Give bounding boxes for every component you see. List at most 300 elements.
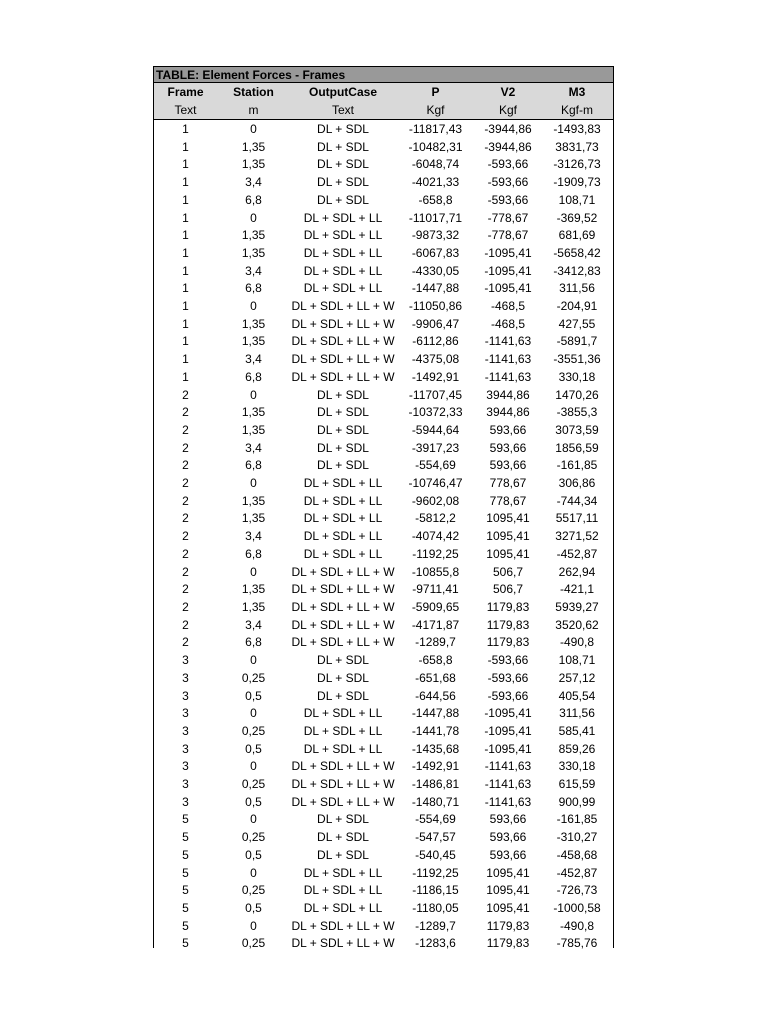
table-row (154, 457, 613, 475)
cell-frame: 5 (182, 847, 189, 862)
cell-p: -4074,42 (411, 529, 460, 544)
cell-frame: 2 (182, 405, 189, 420)
cell-m3: -3551,36 (553, 352, 601, 367)
cell-v2: 778,67 (489, 493, 527, 508)
cell-outputcase: DL + SDL (317, 405, 369, 420)
cell-v2: -1141,63 (484, 334, 532, 349)
cell-frame: 1 (182, 139, 189, 154)
cell-station: 6,8 (245, 458, 262, 473)
cell-m3: -3412,83 (553, 263, 601, 278)
cell-outputcase: DL + SDL + LL (303, 529, 383, 544)
cell-v2: 593,66 (489, 458, 527, 473)
cell-p: -4021,33 (411, 175, 460, 190)
cell-v2: -1095,41 (484, 245, 532, 260)
unit-header-row (154, 101, 613, 120)
table-row (154, 121, 613, 139)
cell-v2: 593,66 (489, 440, 527, 455)
table-row (154, 705, 613, 723)
cell-outputcase: DL + SDL + LL (303, 511, 383, 526)
cell-v2: -1095,41 (484, 706, 532, 721)
cell-outputcase: DL + SDL + LL + W (291, 936, 395, 951)
cell-m3: -785,76 (556, 936, 598, 951)
table-title: TABLE: Element Forces - Frames (154, 66, 613, 83)
cell-m3: 3073,59 (555, 422, 599, 437)
table-row (154, 440, 613, 458)
cell-outputcase: DL + SDL + LL (303, 723, 383, 738)
column-header-station: Station (233, 85, 274, 99)
cell-p: -10855,8 (411, 564, 460, 579)
cell-p: -651,68 (415, 670, 456, 685)
cell-frame: 1 (182, 175, 189, 190)
cell-outputcase: DL + SDL + LL (303, 900, 383, 915)
cell-p: -1192,25 (412, 546, 459, 561)
cell-v2: -593,66 (487, 157, 529, 172)
cell-outputcase: DL + SDL + LL (303, 245, 383, 260)
cell-station: 1,35 (241, 582, 266, 597)
unit-header-station: m (248, 103, 259, 117)
cell-m3: -490,8 (559, 635, 595, 650)
table-row (154, 617, 613, 635)
cell-frame: 1 (182, 228, 189, 243)
cell-p: -1447,88 (411, 281, 460, 296)
table-row (154, 546, 613, 564)
table-row (154, 192, 613, 210)
cell-m3: -458,68 (556, 847, 598, 862)
cell-v2: -3944,86 (484, 122, 532, 136)
cell-outputcase: DL + SDL + LL + W (291, 794, 395, 809)
table-row (154, 688, 613, 706)
cell-outputcase: DL + SDL + LL (303, 883, 383, 898)
cell-outputcase: DL + SDL + LL (303, 210, 383, 225)
cell-outputcase: DL + SDL + LL + W (291, 918, 395, 933)
cell-m3: 859,26 (558, 741, 596, 756)
table-row (154, 581, 613, 599)
table-row (154, 493, 613, 511)
cell-frame: 1 (182, 157, 189, 172)
cell-frame: 3 (182, 723, 189, 738)
cell-p: -1492,91 (411, 369, 460, 384)
cell-outputcase: DL + SDL (317, 175, 369, 190)
cell-frame: 1 (182, 245, 189, 260)
cell-station: 0 (250, 812, 257, 827)
cell-m3: -1909,73 (553, 175, 601, 190)
cell-frame: 3 (182, 794, 189, 809)
cell-m3: 311,56 (559, 281, 595, 296)
cell-outputcase: DL + SDL + LL (303, 865, 383, 880)
cell-outputcase: DL + SDL + LL (303, 546, 383, 561)
table-row (154, 369, 613, 387)
cell-m3: 108,71 (558, 653, 596, 668)
cell-m3: 405,54 (558, 688, 596, 703)
table-row (154, 475, 613, 493)
cell-station: 0 (250, 918, 257, 933)
cell-station: 6,8 (245, 192, 262, 207)
cell-frame: 2 (182, 582, 189, 597)
cell-m3: -161,85 (556, 458, 598, 473)
unit-header-m3: Kgf-m (560, 103, 593, 117)
table-row (154, 263, 613, 281)
cell-v2: 778,67 (489, 476, 527, 491)
cell-frame: 2 (182, 440, 189, 455)
cell-m3: 615,59 (558, 777, 596, 792)
cell-p: -11017,71 (408, 210, 463, 225)
cell-p: -6067,83 (411, 245, 460, 260)
cell-p: -9711,41 (412, 582, 459, 597)
cell-outputcase: DL + SDL (317, 387, 369, 402)
cell-p: -9873,32 (411, 228, 460, 243)
column-header-v2: V2 (500, 85, 516, 99)
cell-frame: 1 (182, 281, 189, 296)
cell-m3: 5517,11 (555, 511, 599, 526)
cell-outputcase: DL + SDL + LL + W (291, 759, 395, 774)
cell-station: 0 (250, 865, 257, 880)
cell-outputcase: DL + SDL (317, 157, 369, 172)
cell-p: -5944,64 (411, 422, 460, 437)
unit-header-frame: Text (174, 103, 197, 117)
cell-station: 0,5 (245, 741, 262, 756)
cell-station: 6,8 (245, 635, 262, 650)
table-row (154, 280, 613, 298)
cell-p: -658,8 (418, 653, 453, 668)
cell-outputcase: DL + SDL + LL + W (291, 299, 395, 314)
cell-m3: -3855,3 (556, 405, 598, 420)
cell-p: -10482,31 (408, 139, 463, 154)
cell-m3: -161,85 (556, 812, 598, 827)
cell-v2: 593,66 (489, 830, 527, 845)
cell-frame: 3 (182, 706, 189, 721)
cell-station: 3,4 (245, 617, 262, 632)
cell-v2: 1179,83 (486, 599, 530, 614)
cell-station: 1,35 (241, 405, 266, 420)
table-row (154, 918, 613, 936)
cell-v2: 506,7 (492, 582, 524, 597)
cell-frame: 2 (182, 387, 189, 402)
cell-station: 0 (250, 653, 257, 668)
cell-frame: 1 (182, 316, 189, 331)
cell-station: 0 (250, 706, 257, 721)
cell-station: 1,35 (241, 245, 266, 260)
cell-station: 6,8 (245, 546, 262, 561)
cell-station: 1,35 (241, 228, 266, 243)
cell-outputcase: DL + SDL (317, 458, 369, 473)
cell-v2: 3944,86 (486, 405, 530, 420)
cell-station: 0 (250, 476, 257, 491)
cell-station: 3,4 (245, 175, 262, 190)
cell-frame: 2 (182, 476, 189, 491)
cell-frame: 1 (182, 299, 189, 314)
table-row (154, 510, 613, 528)
cell-frame: 5 (182, 830, 189, 845)
cell-m3: 330,18 (558, 369, 596, 384)
cell-v2: -1141,63 (484, 352, 532, 367)
cell-m3: -369,52 (556, 210, 598, 225)
cell-station: 3,4 (245, 529, 262, 544)
cell-v2: 593,66 (489, 422, 527, 437)
cell-outputcase: DL + SDL + LL (303, 476, 383, 491)
cell-v2: -1095,41 (484, 741, 532, 756)
cell-m3: -310,27 (556, 830, 598, 845)
table-row (154, 758, 613, 776)
cell-v2: -593,66 (487, 670, 529, 685)
cell-v2: 1095,41 (486, 529, 530, 544)
cell-outputcase: DL + SDL + LL + W (291, 334, 395, 349)
cell-outputcase: DL + SDL + LL (303, 741, 383, 756)
cell-frame: 2 (182, 617, 189, 632)
table-row (154, 900, 613, 918)
cell-v2: -593,66 (487, 192, 529, 207)
unit-header-p: Kgf (426, 103, 445, 117)
cell-m3: -3126,73 (553, 157, 601, 172)
cell-frame: 2 (182, 422, 189, 437)
cell-frame: 5 (182, 936, 189, 951)
cell-frame: 1 (182, 352, 189, 367)
cell-v2: -468,5 (490, 299, 526, 314)
cell-outputcase: DL + SDL (317, 653, 369, 668)
table-row (154, 528, 613, 546)
cell-frame: 2 (182, 511, 189, 526)
cell-frame: 5 (182, 865, 189, 880)
cell-p: -11817,43 (408, 122, 463, 136)
cell-p: -1192,25 (412, 865, 459, 880)
cell-m3: 3271,52 (555, 529, 599, 544)
column-header-row (154, 83, 613, 101)
cell-v2: 1095,41 (486, 865, 530, 880)
cell-outputcase: DL + SDL (317, 139, 369, 154)
cell-m3: 585,41 (558, 723, 596, 738)
cell-outputcase: DL + SDL + LL + W (291, 617, 395, 632)
cell-station: 0 (250, 564, 257, 579)
cell-v2: -593,66 (487, 653, 529, 668)
cell-station: 3,4 (245, 352, 262, 367)
cell-m3: -726,73 (556, 883, 598, 898)
cell-frame: 1 (182, 369, 189, 384)
element-forces-table (153, 66, 614, 951)
table-row (154, 422, 613, 440)
cell-outputcase: DL + SDL + LL (303, 263, 383, 278)
cell-p: -11707,45 (408, 387, 463, 402)
column-header-p: P (431, 85, 440, 99)
cell-station: 3,4 (245, 263, 262, 278)
table-row (154, 316, 613, 334)
cell-station: 1,35 (241, 139, 266, 154)
cell-station: 1,35 (241, 511, 266, 526)
cell-v2: -593,66 (487, 175, 529, 190)
table-row (154, 245, 613, 263)
cell-p: -10372,33 (408, 405, 463, 420)
cell-p: -1435,68 (411, 741, 460, 756)
cell-outputcase: DL + SDL + LL (303, 706, 383, 721)
table-row (154, 298, 613, 316)
cell-frame: 3 (182, 777, 189, 792)
cell-v2: 1179,83 (486, 635, 530, 650)
table-row (154, 882, 613, 900)
table-row (154, 794, 613, 812)
cell-frame: 3 (182, 653, 189, 668)
cell-frame: 1 (182, 210, 189, 225)
cell-frame: 5 (182, 918, 189, 933)
cell-station: 0,25 (241, 936, 266, 951)
cell-v2: -778,67 (487, 210, 529, 225)
unit-header-outputcase: Text (331, 103, 354, 117)
cell-v2: -1095,41 (484, 281, 532, 296)
cell-p: -554,69 (415, 812, 456, 827)
cell-frame: 2 (182, 635, 189, 650)
cell-p: -5812,2 (415, 511, 456, 526)
cell-station: 0 (250, 299, 257, 314)
table-row (154, 351, 613, 369)
cell-p: -4375,08 (411, 352, 460, 367)
table-row (154, 670, 613, 688)
table-row (154, 865, 613, 883)
cell-p: -540,45 (415, 847, 456, 862)
cell-m3: 257,12 (558, 670, 596, 685)
table-row (154, 333, 613, 351)
cell-m3: -452,87 (556, 546, 598, 561)
cell-frame: 3 (182, 688, 189, 703)
cell-station: 1,35 (241, 334, 266, 349)
table-row (154, 634, 613, 652)
cell-v2: -593,66 (487, 688, 529, 703)
cell-m3: 108,71 (558, 192, 596, 207)
cell-frame: 5 (182, 900, 189, 915)
cell-m3: -204,91 (556, 299, 598, 314)
cell-m3: 311,56 (559, 706, 595, 721)
cell-p: -11050,86 (408, 299, 463, 314)
cell-p: -1441,78 (411, 723, 460, 738)
cell-frame: 2 (182, 546, 189, 561)
cell-outputcase: DL + SDL (317, 847, 369, 862)
cell-station: 1,35 (241, 599, 266, 614)
table-row (154, 652, 613, 670)
cell-station: 1,35 (241, 316, 266, 331)
cell-frame: 2 (182, 564, 189, 579)
cell-p: -644,56 (415, 688, 456, 703)
cell-frame: 3 (182, 741, 189, 756)
cell-frame: 5 (182, 883, 189, 898)
cell-frame: 2 (182, 599, 189, 614)
cell-p: -4171,87 (411, 617, 460, 632)
cell-v2: 3944,86 (486, 387, 530, 402)
cell-outputcase: DL + SDL (317, 688, 369, 703)
cell-v2: 1179,83 (486, 617, 530, 632)
cell-m3: -1493,83 (553, 122, 601, 136)
cell-v2: 1095,41 (486, 511, 530, 526)
cell-outputcase: DL + SDL + LL + W (291, 352, 395, 367)
cell-m3: -452,87 (556, 865, 598, 880)
cell-outputcase: DL + SDL + LL (303, 493, 383, 508)
cell-v2: 593,66 (489, 812, 527, 827)
cell-v2: 1179,83 (486, 918, 530, 933)
cell-v2: 1095,41 (486, 900, 530, 915)
cell-outputcase: DL + SDL (317, 440, 369, 455)
cell-p: -1180,05 (412, 900, 459, 915)
cell-v2: 506,7 (492, 564, 524, 579)
cell-m3: 330,18 (558, 759, 596, 774)
cell-v2: 1095,41 (486, 546, 530, 561)
cell-station: 1,35 (241, 157, 266, 172)
table-row (154, 174, 613, 192)
cell-station: 6,8 (245, 369, 262, 384)
column-header-frame: Frame (167, 85, 204, 99)
cell-outputcase: DL + SDL + LL + W (291, 599, 395, 614)
cell-v2: -1095,41 (484, 723, 532, 738)
cell-station: 1,35 (241, 493, 266, 508)
table-row (154, 723, 613, 741)
cell-outputcase: DL + SDL (317, 122, 369, 136)
cell-station: 0 (250, 759, 257, 774)
table-row (154, 387, 613, 405)
cell-v2: -3944,86 (484, 139, 532, 154)
cell-frame: 1 (182, 122, 189, 136)
unit-header-v2: Kgf (498, 103, 517, 117)
cell-outputcase: DL + SDL + LL + W (291, 777, 395, 792)
cell-station: 0 (250, 122, 257, 136)
cell-p: -1289,7 (415, 918, 456, 933)
table-row (154, 829, 613, 847)
cell-frame: 1 (182, 334, 189, 349)
cell-p: -3917,23 (411, 440, 460, 455)
cell-p: -6112,86 (412, 334, 459, 349)
cell-station: 0,25 (241, 883, 266, 898)
cell-station: 1,35 (241, 422, 266, 437)
cell-v2: -1141,63 (484, 777, 532, 792)
cell-p: -9906,47 (411, 316, 460, 331)
table-row (154, 156, 613, 174)
cell-outputcase: DL + SDL (317, 670, 369, 685)
cell-p: -1486,81 (411, 777, 460, 792)
cell-station: 3,4 (245, 440, 262, 455)
cell-frame: 1 (182, 192, 189, 207)
cell-p: -9602,08 (411, 493, 460, 508)
table-row (154, 741, 613, 759)
table-row (154, 404, 613, 422)
cell-frame: 2 (182, 458, 189, 473)
cell-frame: 2 (182, 493, 189, 508)
table-row (154, 139, 613, 157)
cell-v2: -1141,63 (484, 759, 532, 774)
cell-station: 0,25 (241, 670, 266, 685)
table-row (154, 599, 613, 617)
cell-outputcase: DL + SDL (317, 422, 369, 437)
table-row (154, 776, 613, 794)
cell-outputcase: DL + SDL (317, 192, 369, 207)
cell-m3: 3831,73 (555, 139, 599, 154)
table-body (154, 121, 613, 953)
table-row (154, 227, 613, 245)
cell-frame: 1 (182, 263, 189, 278)
column-header-m3: M3 (568, 85, 586, 99)
cell-m3: 681,69 (558, 228, 596, 243)
cell-outputcase: DL + SDL + LL (303, 228, 383, 243)
cell-outputcase: DL + SDL + LL + W (291, 316, 395, 331)
cell-m3: 1856,59 (555, 440, 599, 455)
cell-m3: 306,86 (558, 476, 596, 491)
cell-p: -1186,15 (412, 883, 459, 898)
cell-p: -6048,74 (411, 157, 460, 172)
cell-p: -5909,65 (411, 599, 460, 614)
cell-v2: -1141,63 (484, 794, 532, 809)
cell-p: -10746,47 (408, 476, 463, 491)
table-row (154, 847, 613, 865)
cell-p: -1289,7 (415, 635, 456, 650)
cell-m3: -490,8 (559, 918, 595, 933)
table-row (154, 210, 613, 228)
cell-m3: 900,99 (558, 794, 596, 809)
cell-m3: -5658,42 (553, 245, 601, 260)
cell-v2: 593,66 (489, 847, 527, 862)
cell-station: 0 (250, 387, 257, 402)
cell-m3: 1470,26 (555, 387, 599, 402)
